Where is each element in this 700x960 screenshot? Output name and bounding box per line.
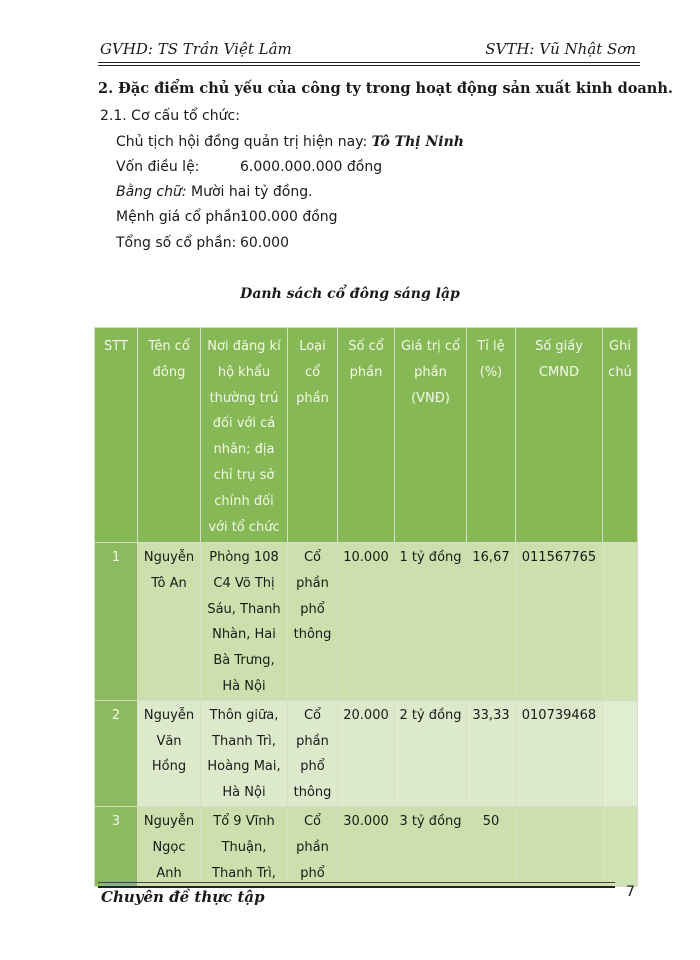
col-header-value: Giá trị cổ phần (VNĐ)	[395, 328, 467, 543]
cell-type: Cổ phần phổ thông	[288, 700, 338, 806]
in-words-label: Bằng chữ:	[116, 184, 187, 200]
cell-address: Thôn giữa, Thanh Trì, Hoàng Mai, Hà Nội	[201, 700, 288, 806]
col-header-type: Loại cổ phần	[288, 328, 338, 543]
subsection-title: 2.1. Cơ cấu tổ chức:	[100, 108, 240, 124]
supervisor-label: GVHD: TS Trần Việt Lâm	[100, 40, 292, 58]
cell-stt: 2	[95, 700, 138, 806]
shareholders-table	[94, 327, 638, 887]
cell-name: Nguyễn Văn Hồng	[138, 700, 201, 806]
chairman-label: Chủ tịch hội đồng quản trị hiện nay:	[116, 134, 368, 150]
footer-rule	[98, 882, 615, 883]
capital-line	[116, 159, 516, 175]
cell-name: Nguyễn Ngọc Anh	[138, 806, 201, 886]
cell-shares: 10.000	[338, 543, 395, 701]
capital-value: 6.000.000.000 đồng	[240, 159, 383, 175]
total-value: 60.000	[240, 235, 289, 251]
cell-ratio: 33,33	[467, 700, 516, 806]
cell-note	[603, 543, 638, 701]
cell-address: Phòng 108 C4 Võ Thị Sáu, Thanh Nhàn, Hai Bà Trưng, Hà Nội	[201, 543, 288, 701]
table-row	[95, 543, 638, 701]
header-rule	[98, 62, 640, 63]
col-header-note: Ghi chú	[603, 328, 638, 543]
section-title: 2. Đặc điểm chủ yếu của công ty trong hoạt động sản xuất kinh doanh.	[98, 80, 673, 97]
cell-type: Cổ phần phổ thông	[288, 543, 338, 701]
par-value: 100.000 đồng	[240, 209, 338, 225]
par-label: Mệnh giá cổ phần:	[116, 209, 246, 225]
cell-ratio: 16,67	[467, 543, 516, 701]
cell-address: Tổ 9 Vĩnh Thuận, Thanh Trì,	[201, 806, 288, 886]
par-value-line	[116, 209, 516, 225]
cell-stt: 3	[95, 806, 138, 886]
chairman-line	[116, 134, 464, 150]
page-header	[98, 38, 640, 62]
in-words-line	[116, 184, 313, 200]
cell-value: 2 tỷ đồng	[395, 700, 467, 806]
col-header-stt: STT	[95, 328, 138, 543]
cell-id	[516, 806, 603, 886]
cell-ratio: 50	[467, 806, 516, 886]
cell-shares: 30.000	[338, 806, 395, 886]
page-number: 7	[626, 884, 635, 900]
table-row	[95, 700, 638, 806]
in-words-value: Mười hai tỷ đồng.	[191, 184, 313, 200]
cell-shares: 20.000	[338, 700, 395, 806]
capital-label: Vốn điều lệ:	[116, 159, 200, 175]
cell-value: 1 tỷ đồng	[395, 543, 467, 701]
cell-name: Nguyễn Tô An	[138, 543, 201, 701]
table-title: Danh sách cổ đông sáng lập	[240, 286, 460, 302]
table-header-row	[95, 328, 638, 543]
student-label: SVTH: Vũ Nhật Sơn	[485, 40, 636, 58]
cell-id: 011567765	[516, 543, 603, 701]
col-header-shares: Số cổ phần	[338, 328, 395, 543]
col-header-name: Tên cổ đông	[138, 328, 201, 543]
cell-value: 3 tỷ đồng	[395, 806, 467, 886]
chairman-name: Tô Thị Ninh	[371, 134, 464, 150]
cell-note	[603, 700, 638, 806]
footer-title: Chuyên đề thực tập	[101, 888, 265, 906]
col-header-address: Nơi đăng kí hộ khẩu thường trú đối với cá nhân; địa chỉ trụ sở chính đối với tổ chức	[201, 328, 288, 543]
col-header-id: Số giấy CMND	[516, 328, 603, 543]
cell-type: Cổ phần phổ	[288, 806, 338, 886]
cell-stt: 1	[95, 543, 138, 701]
header-rule-thin	[98, 65, 640, 66]
cell-id: 010739468	[516, 700, 603, 806]
total-shares-line	[116, 235, 516, 251]
cell-note	[603, 806, 638, 886]
table-row	[95, 806, 638, 886]
col-header-ratio: Tỉ lệ (%)	[467, 328, 516, 543]
total-label: Tổng số cổ phần:	[116, 235, 237, 251]
